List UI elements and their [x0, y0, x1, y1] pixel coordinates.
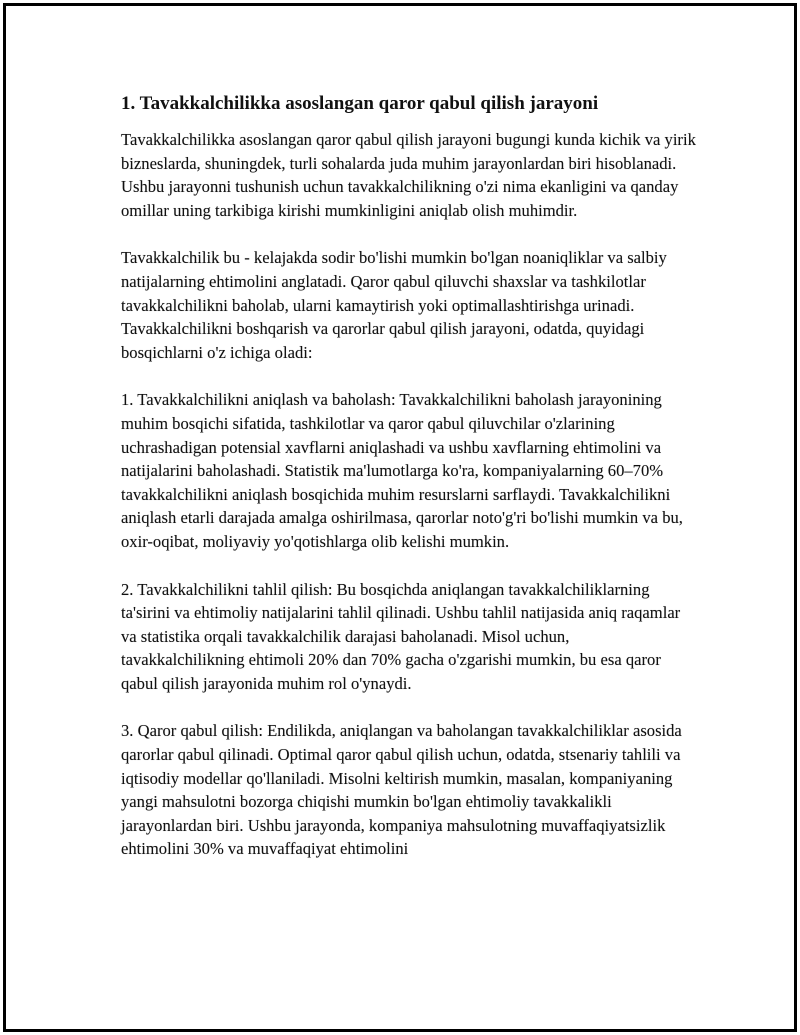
paragraph-definition: Tavakkalchilik bu - kelajakda sodir bo'lishi mumkin bo'lgan noaniqliklar va salbiy natijalarning ehtimolini anglatadi. Qaror qabul qiluvchi shaxslar va tashkilotlar tavakkalchilikni baholab, ularni kamaytirish yoki optimallashtirishga urinadi. Tavakkalchilikni boshqarish va qarorlar qabul qilish jarayoni, odatda, quyidagi bosqichlarni o'z ichiga oladi: [121, 248, 667, 362]
page-frame [3, 3, 797, 1032]
paragraph-step-2: 2. Tavakkalchilikni tahlil qilish: Bu bosqichda aniqlangan tavakkalchiliklarning ta'sirini va ehtimoliy natijalarini tahlil qilinadi. Ushbu tahlil natijasida aniq raqamlar va statistika orqali tavakkalchilik darajasi baholanadi. Misol uchun, tavakkalchilikning ehtimoli 20% dan 70% gacha o'zgarishi mumkin, bu esa qaror qabul qilish jarayonida muhim rol o'ynaydi. [121, 579, 681, 693]
section-heading: 1. Tavakkalchilikka asoslangan qaror qabul qilish jarayoni [121, 93, 599, 114]
paragraph-step-3: 3. Qaror qabul qilish: Endilikda, aniqlangan va baholangan tavakkalchiliklar asosida qarorlar qabul qilinadi. Optimal qaror qabul qilish uchun, odatda, stsenariy tahlili va iqtisodiy modellar qo'llaniladi. Misolni keltirish mumkin, masalan, kompaniyaning yangi mahsulotni bozorga chiqishi mumkin bo'lgan ehtimoliy tavakkalikli jarayonlardan biri. Ushbu jarayonda, kompaniya mahsulotning muvaffaqiyatsizlik ehtimolini 30% va muvaffaqiyat ehtimolini [121, 721, 682, 859]
document-body [121, 92, 696, 885]
paragraph-step-1: 1. Tavakkalchilikni aniqlash va baholash: Tavakkalchilikni baholash jarayonining muhim bosqichi sifatida, tashkilotlar va qaror qabul qiluvchilar o'zlarining uchrashadigan potensial xavflarni aniqlashadi va ushbu xavflarning ehtimolini va natijalarini baholashadi. Statistik ma'lumotlarga ko'ra, kompaniyalarning 60–70% tavakkalchilikni aniqlash bosqichida muhim resurslarni sarflaydi. Tavakkalchilikni aniqlash etarli darajada amalga oshirilmasa, qarorlar noto'g'ri bo'lishi mumkin va bu, oxir-oqibat, moliyaviy yo'qotishlarga olib kelishi mumkin. [121, 390, 683, 551]
paragraph-intro: Tavakkalchilikka asoslangan qaror qabul qilish jarayoni bugungi kunda kichik va yirik bizneslarda, shuningdek, turli sohalarda juda muhim jarayonlardan biri hisoblanadi. Ushbu jarayonni tushunish uchun tavakkalchilikning o'zi nima ekanligini va qanday omillar uning tarkibiga kirishi mumkinligini aniqlab olish muhimdir. [121, 130, 696, 220]
